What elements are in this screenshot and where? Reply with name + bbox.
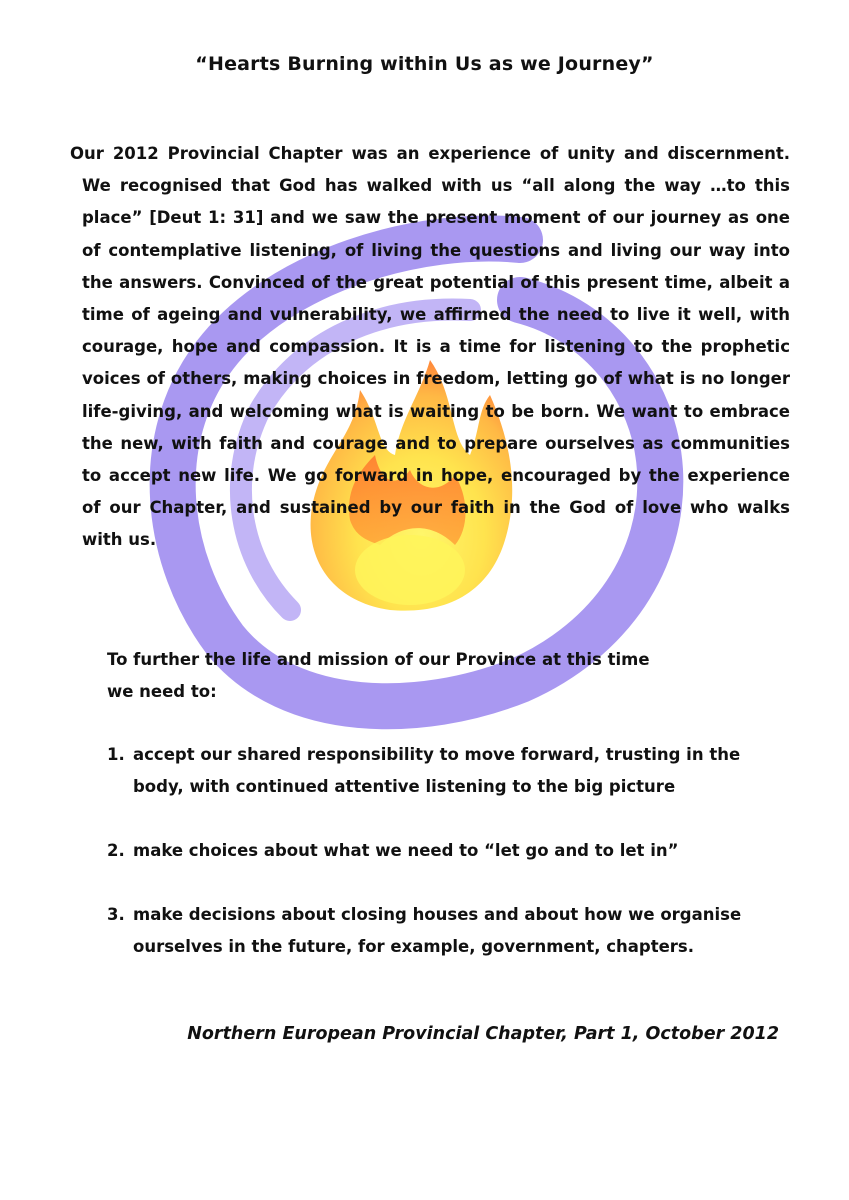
- list-item: [107, 835, 777, 867]
- list-item-number: 3.: [107, 905, 125, 924]
- needs-list: [107, 739, 777, 963]
- intro-line-1: To further the life and mission of our Province at this time: [107, 650, 650, 669]
- list-item-text: make choices about what we need to “let go and to let in”: [133, 841, 679, 860]
- list-item: [107, 899, 777, 963]
- chapter-paragraph: Our 2012 Provincial Chapter was an experience of unity and discernment. We recognised that God has walked with us “all along the way …to this place” [Deut 1: 31] and we saw the present moment of our journey as one of contemplative listening, of living the questions and living our way into the answers. Convinced of the great potential of this present time, albeit a time of ageing and vulnerability, we affirmed the need to live it well, with courage, hope and compassion. It is a time for listening to the prophetic voices of others, making choices in freedom, letting go of what is no longer life-giving, and welcoming what is waiting to be born. We want to embrace the new, with faith and courage and to prepare ourselves as communities to accept new life. We go forward in hope, encouraged by the experience of our Chapter, and sustained by our faith in the God of love who walks with us.: [70, 144, 790, 550]
- intro-line-2: we need to:: [107, 682, 217, 701]
- signature-line: Northern European Provincial Chapter, Part 1, October 2012: [187, 1024, 779, 1044]
- list-item-number: 1.: [107, 745, 125, 764]
- intro-text: [107, 644, 707, 708]
- page-title: “Hearts Burning within Us as we Journey”: [195, 53, 654, 75]
- list-item-number: 2.: [107, 841, 125, 860]
- list-item: [107, 739, 777, 803]
- list-item-text: accept our shared responsibility to move forward, trusting in the body, with continued attentive listening to the big picture: [133, 745, 741, 796]
- list-item-text: make decisions about closing houses and about how we organise ourselves in the future, for example, government, chapters.: [133, 905, 742, 956]
